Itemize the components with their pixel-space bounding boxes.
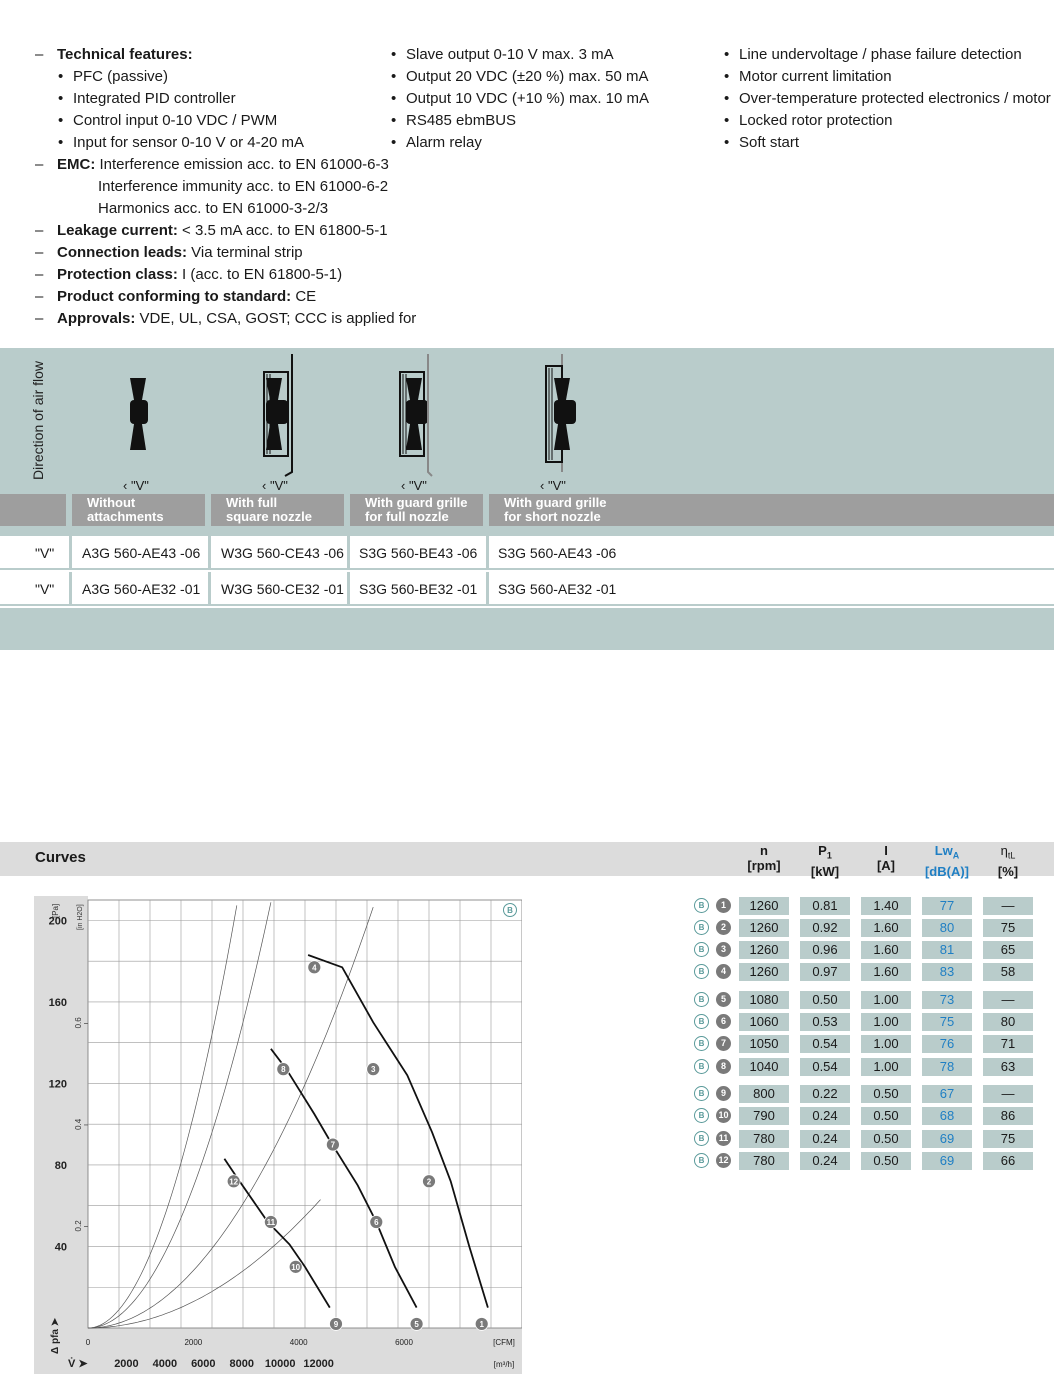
operating-point-number: 2: [716, 920, 731, 935]
feature-sub-item: • Control input 0-10 VDC / PWM: [35, 110, 416, 132]
feature-item: [35, 308, 416, 330]
feature-value: I (acc. to EN 61800-5-1): [177, 266, 343, 283]
curve-data-cell: 75: [983, 919, 1033, 937]
model-cell: S3G 560-BE43 -06: [359, 545, 478, 561]
feature-label: EMC:: [57, 156, 96, 173]
feature-value: VDE, UL, CSA, GOST; CCC is applied for: [135, 310, 417, 327]
col-header-name: $P_1$: [818, 843, 832, 861]
curve-data-row: [694, 1152, 1034, 1170]
airflow-gap-band: [0, 526, 1054, 536]
curve-data-row: [694, 941, 1034, 959]
curves-col-header: [734, 843, 794, 873]
dash-mark: –: [35, 156, 44, 173]
m3h-tick-label: 4000: [152, 1358, 178, 1370]
airflow-col-header-3: With guard grille for full nozzle: [350, 494, 483, 526]
airflow-col-header-1: Without attachments: [72, 494, 205, 526]
curve-data-cell: 0.92: [800, 919, 850, 937]
curve-data-row: [694, 897, 1034, 915]
curve-data-cell: 0.50: [800, 991, 850, 1009]
feature-sub-item: • PFC (passive): [35, 66, 416, 88]
operating-mode-badge: B: [694, 898, 709, 913]
feature-label: Approvals:: [57, 310, 136, 327]
performance-chart: [34, 896, 522, 1374]
operating-mode-badge: B: [694, 1014, 709, 1029]
curve-data-cell: 83: [922, 963, 972, 981]
x-unit-m3h: [m³/h]: [493, 1360, 515, 1369]
col-header-name: I: [884, 843, 888, 858]
feature-label: Connection leads:: [57, 244, 188, 261]
operating-point-label: 11: [266, 1218, 276, 1228]
m3h-tick-label: 2000: [114, 1358, 139, 1370]
operating-point-number: 6: [716, 1014, 731, 1029]
curve-data-cell: 1.60: [861, 919, 911, 937]
operating-point-number: 12: [716, 1153, 731, 1168]
curve-data-row: [694, 1013, 1034, 1031]
airflow-direction-label: Direction of air flow: [30, 360, 46, 480]
y-axis-label: Δ pfa ➤: [50, 1317, 61, 1354]
x-axis-label: V̇ ➤: [68, 1358, 88, 1370]
feature-bullet: • Line undervoltage / phase failure detection: [723, 44, 1051, 66]
curve-data-row: [694, 919, 1034, 937]
curves-title: Curves: [35, 849, 86, 866]
curve-data-cell: 1050: [739, 1035, 789, 1053]
feature-label: Protection class:: [57, 266, 178, 283]
curve-data-cell: 0.53: [800, 1013, 850, 1031]
curve-data-row: [694, 1058, 1034, 1076]
feature-value: < 3.5 mA acc. to EN 61800-5-1: [177, 222, 388, 239]
feature-item: [35, 154, 416, 176]
curve-data-cell: 71: [983, 1035, 1033, 1053]
operating-mode-badge: B: [694, 1153, 709, 1168]
operating-mode-badge: B: [694, 1086, 709, 1101]
curve-data-row: [694, 991, 1034, 1009]
feature-continuation: Interference immunity acc. to EN 61000-6-2: [98, 178, 389, 195]
curve-data-cell: 69: [922, 1130, 972, 1148]
col-header-unit: [A]: [876, 858, 896, 873]
curve-data-cell: 68: [922, 1107, 972, 1125]
curve-data-cell: 1260: [739, 897, 789, 915]
airflow-col-header-2: With full square nozzle: [211, 494, 344, 526]
model-row: "V" A3G 560-AE43 -06 W3G 560-CE43 -06 S3G 560-BE43 -06 S3G 560-AE43 -06: [0, 536, 1054, 570]
curve-data-cell: 80: [922, 919, 972, 937]
curve-data-row: [694, 1130, 1034, 1148]
feature-bullet: • Slave output 0-10 V max. 3 mA: [390, 44, 649, 66]
curve-data-cell: 1.00: [861, 1058, 911, 1076]
curve-data-cell: 75: [922, 1013, 972, 1031]
feature-bullet: • Output 10 VDC (+10 %) max. 10 mA: [390, 88, 649, 110]
x-unit-cfm: [CFM]: [493, 1338, 515, 1347]
m3h-tick-label: 6000: [191, 1358, 216, 1370]
curve-data-cell: 0.24: [800, 1152, 850, 1170]
curve-data-row: [694, 1107, 1034, 1125]
dash-mark: –: [35, 310, 44, 327]
model-cell: W3G 560-CE32 -01: [221, 581, 344, 597]
curve-data-cell: 0.50: [861, 1130, 911, 1148]
feature-label: Product conforming to standard:: [57, 288, 292, 305]
feature-bullet: • Locked rotor protection: [723, 110, 1051, 132]
y-unit-inh2o: [in H2O]: [77, 904, 84, 930]
curve-data-cell: 0.50: [861, 1152, 911, 1170]
feature-value: CE: [291, 288, 317, 305]
inh2o-tick-label: 0.2: [74, 1220, 83, 1232]
curve-data-cell: 1260: [739, 919, 789, 937]
operating-point-number: 9: [716, 1086, 731, 1101]
curve-data-cell: 800: [739, 1085, 789, 1103]
curve-data-cell: 67: [922, 1085, 972, 1103]
curve-data-cell: 1040: [739, 1058, 789, 1076]
model-row: "V" A3G 560-AE32 -01 W3G 560-CE32 -01 S3G 560-BE32 -01 S3G 560-AE32 -01: [0, 572, 1054, 606]
feature-value: Interference emission acc. to EN 61000-6-3: [95, 156, 389, 173]
operating-point-number: 3: [716, 942, 731, 957]
curve-data-cell: 1.60: [861, 963, 911, 981]
operating-mode-badge: B: [694, 1108, 709, 1123]
col-header-name: $\eta_{tL}$: [1000, 843, 1016, 861]
curves-col-header: [917, 843, 977, 879]
chart-badge-label: B: [507, 906, 513, 915]
operating-mode-badge: B: [694, 942, 709, 957]
curve-data-cell: —: [983, 991, 1033, 1009]
fan-full-square-nozzle-icon: [252, 352, 302, 480]
cfm-tick-label: 2000: [184, 1338, 203, 1347]
curves-col-header: [795, 843, 855, 879]
pa-tick-label: 40: [54, 1241, 67, 1254]
curve-data-cell: 0.50: [861, 1085, 911, 1103]
model-cell: A3G 560-AE32 -01: [82, 581, 201, 597]
curve-data-cell: 73: [922, 991, 972, 1009]
curve-data-cell: 77: [922, 897, 972, 915]
features-col-3: [723, 44, 1051, 154]
curve-data-cell: 1080: [739, 991, 789, 1009]
curve-data-cell: 0.81: [800, 897, 850, 915]
fan-without-attachments-icon: [118, 352, 158, 472]
operating-point-label: 6: [374, 1218, 379, 1228]
curve-data-cell: 75: [983, 1130, 1033, 1148]
curve-data-cell: 1.00: [861, 991, 911, 1009]
operating-point-number: 10: [716, 1108, 731, 1123]
curve-data-cell: 65: [983, 941, 1033, 959]
col-header-unit: [dB(A)]: [924, 863, 970, 879]
feature-bullet: • Motor current limitation: [723, 66, 1051, 88]
dash-mark: –: [35, 288, 44, 305]
model-cell: S3G 560-AE43 -06: [498, 545, 617, 561]
operating-point-label: 8: [281, 1065, 286, 1075]
curve-data-cell: 0.97: [800, 963, 850, 981]
dash-mark: –: [35, 222, 44, 239]
airflow-v-mark-1: ‹ "V": [123, 478, 149, 493]
cfm-tick-label: 6000: [395, 1338, 413, 1347]
curve-data-cell: 58: [983, 963, 1033, 981]
operating-point-number: 8: [716, 1059, 731, 1074]
curve-data-cell: 780: [739, 1130, 789, 1148]
curve-data-cell: 0.50: [861, 1107, 911, 1125]
airflow-col-header-4: With guard grille for short nozzle: [489, 494, 1054, 526]
operating-point-label: 12: [229, 1177, 239, 1187]
m3h-tick-label: 12000: [303, 1358, 334, 1370]
curves-col-header: [978, 843, 1038, 879]
feature-item: [35, 242, 416, 264]
feature-bullet: • Soft start: [723, 132, 1051, 154]
operating-point-label: 9: [333, 1319, 339, 1329]
curve-data-cell: 78: [922, 1058, 972, 1076]
feature-continuation: Harmonics acc. to EN 61000-3-2/3: [98, 200, 329, 217]
curve-data-cell: —: [983, 897, 1033, 915]
operating-point-number: 5: [716, 992, 731, 1007]
col-header-name: $Lw_A$: [934, 843, 960, 861]
model-cell: W3G 560-CE43 -06: [221, 545, 344, 561]
col-header-name: n: [760, 843, 768, 858]
operating-mode-badge: B: [694, 920, 709, 935]
dash-mark: –: [35, 244, 44, 261]
operating-point-label: 5: [414, 1319, 419, 1329]
feature-value: Via terminal strip: [187, 244, 303, 261]
features-col-2: [390, 44, 649, 154]
curve-data-cell: 0.96: [800, 941, 850, 959]
curve-data-cell: 1.00: [861, 1035, 911, 1053]
pa-tick-label: 120: [48, 1078, 67, 1091]
airflow-v-mark-2: ‹ "V": [262, 478, 288, 493]
dash-mark: –: [35, 46, 44, 63]
feature-bullet: • RS485 ebmBUS: [390, 110, 649, 132]
operating-point-number: 11: [716, 1131, 731, 1146]
curve-data-cell: 80: [983, 1013, 1033, 1031]
curve-data-cell: 1260: [739, 963, 789, 981]
curve-data-cell: 0.24: [800, 1130, 850, 1148]
operating-point-number: 4: [716, 964, 731, 979]
feature-label: Technical features:: [57, 46, 193, 63]
airflow-v-mark-4: ‹ "V": [540, 478, 566, 493]
curve-data-cell: 86: [983, 1107, 1033, 1125]
m3h-tick-label: 8000: [229, 1358, 255, 1370]
operating-point-label: 4: [312, 963, 317, 973]
col-header-unit: [%]: [997, 863, 1019, 879]
model-cell: A3G 560-AE43 -06: [82, 545, 201, 561]
feature-label: Leakage current:: [57, 222, 178, 239]
curve-data-cell: 63: [983, 1058, 1033, 1076]
operating-mode-badge: B: [694, 1059, 709, 1074]
feature-item: [35, 44, 416, 66]
features-col-1: [35, 44, 416, 330]
feature-item: [35, 220, 416, 242]
operating-mode-badge: B: [694, 964, 709, 979]
operating-point-number: 1: [716, 898, 731, 913]
cfm-tick-label: 4000: [289, 1338, 308, 1347]
pa-tick-label: 160: [48, 996, 67, 1009]
curve-data-cell: 66: [983, 1152, 1033, 1170]
curve-data-cell: 0.54: [800, 1035, 850, 1053]
airflow-footer-band: [0, 608, 1054, 650]
curve-data-cell: 1.40: [861, 897, 911, 915]
airflow-v-mark-3: ‹ "V": [401, 478, 427, 493]
curve-data-row: [694, 1085, 1034, 1103]
operating-point-label: 10: [291, 1262, 301, 1272]
curves-col-header: [856, 843, 916, 873]
curve-data-cell: 780: [739, 1152, 789, 1170]
curve-data-cell: 1.60: [861, 941, 911, 959]
fan-guard-grille-short-nozzle-icon: [538, 352, 588, 480]
curve-data-cell: 76: [922, 1035, 972, 1053]
pa-tick-label: 200: [48, 915, 67, 928]
operating-point-number: 7: [716, 1036, 731, 1051]
inh2o-tick-label: 0.4: [74, 1118, 83, 1130]
inh2o-tick-label: 0.6: [74, 1017, 83, 1029]
curve-data-cell: 0.54: [800, 1058, 850, 1076]
operating-point-label: 7: [330, 1140, 336, 1150]
curve-data-cell: 69: [922, 1152, 972, 1170]
feature-sub-item: • Integrated PID controller: [35, 88, 416, 110]
model-cell: S3G 560-AE32 -01: [498, 581, 617, 597]
m3h-tick-label: 10000: [264, 1358, 296, 1370]
curve-data-cell: 790: [739, 1107, 789, 1125]
cfm-tick-label: 0: [85, 1338, 91, 1347]
curve-data-cell: —: [983, 1085, 1033, 1103]
col-header-unit: [kW]: [810, 863, 840, 879]
curve-data-cell: 1060: [739, 1013, 789, 1031]
fan-guard-grille-full-nozzle-icon: [392, 352, 442, 480]
airflow-band: [0, 348, 1054, 494]
operating-mode-badge: B: [694, 1036, 709, 1051]
feature-item: [35, 286, 416, 308]
curve-data-cell: 81: [922, 941, 972, 959]
dash-mark: –: [35, 266, 44, 283]
operating-point-label: 1: [479, 1319, 484, 1329]
feature-item: [35, 264, 416, 286]
col-header-unit: [rpm]: [747, 858, 781, 873]
feature-bullet: • Output 20 VDC (±20 %) max. 50 mA: [390, 66, 649, 88]
operating-point-label: 3: [370, 1065, 376, 1075]
operating-mode-badge: B: [694, 1131, 709, 1146]
y-unit-pa: [Pa]: [51, 903, 60, 918]
curve-data-cell: 1.00: [861, 1013, 911, 1031]
operating-point-label: 2: [426, 1177, 432, 1187]
curve-data-cell: 0.22: [800, 1085, 850, 1103]
pa-tick-label: 80: [54, 1159, 67, 1172]
curve-data-cell: 0.24: [800, 1107, 850, 1125]
model-cell: S3G 560-BE32 -01: [359, 581, 478, 597]
feature-sub-item: • Input for sensor 0-10 V or 4-20 mA: [35, 132, 416, 154]
feature-bullet: • Over-temperature protected electronics / motor: [723, 88, 1051, 110]
y-axis-band: [34, 896, 88, 1374]
feature-bullet: • Alarm relay: [390, 132, 649, 154]
curve-data-row: [694, 1035, 1034, 1053]
curve-data-cell: 1260: [739, 941, 789, 959]
curve-data-row: [694, 963, 1034, 981]
operating-mode-badge: B: [694, 992, 709, 1007]
